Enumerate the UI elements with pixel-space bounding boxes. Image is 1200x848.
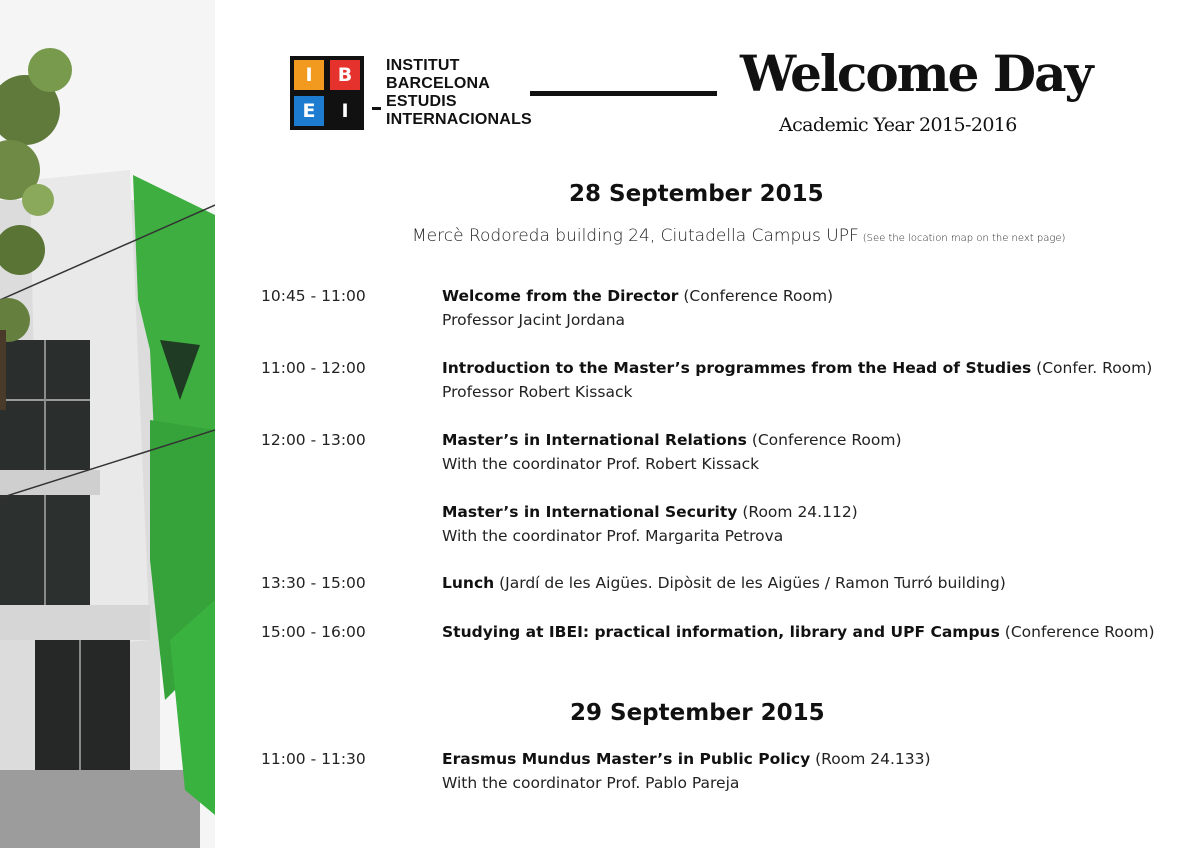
session-time: 11:00 - 12:00 — [261, 359, 366, 377]
logo-wordmark — [386, 57, 532, 129]
session-desc — [442, 747, 931, 795]
session-detail: With the coordinator Prof. Pablo Pareja — [442, 774, 740, 792]
day1-location — [412, 226, 1065, 246]
session-time: 13:30 - 15:00 — [261, 574, 366, 592]
logo-line-2: BARCELONA — [386, 75, 491, 92]
session-time: 15:00 - 16:00 — [261, 623, 366, 641]
logo-line-3: ESTUDIS — [386, 93, 457, 110]
session-room: (Jardí de les Aigües. Dipòsit de les Aigües / Ramon Turró building) — [499, 574, 1006, 592]
session-room: (Room 24.133) — [815, 750, 931, 768]
session-time: 12:00 - 13:00 — [261, 431, 366, 449]
session-title: Introduction to the Master’s programmes from the Head of Studies — [442, 359, 1032, 377]
session-detail: Professor Jacint Jordana — [442, 311, 626, 329]
logo-dash — [372, 107, 381, 110]
session-title: Erasmus Mundus Master’s in Public Policy — [442, 750, 811, 768]
session-detail: Professor Robert Kissack — [442, 383, 633, 401]
ibei-logo — [290, 56, 532, 130]
logo-line-4: INTERNACIONALS — [386, 111, 532, 128]
day2-date: 29 September 2015 — [570, 700, 825, 726]
session-room: (Room 24.112) — [742, 503, 858, 521]
session-title: Studying at IBEI: practical information, library and UPF Campus — [442, 623, 1000, 641]
day1-location-note: (See the location map on the next page) — [862, 233, 1066, 244]
day1-location-text: Mercè Rodoreda building 24, Ciutadella Campus UPF — [412, 226, 859, 246]
session-time: 10:45 - 11:00 — [261, 287, 366, 305]
session-desc — [442, 284, 833, 332]
header-divider — [530, 91, 717, 96]
session-time: 11:00 - 11:30 — [261, 750, 366, 768]
session-detail: With the coordinator Prof. Margarita Petrova — [442, 527, 784, 545]
session-room: (Confer. Room) — [1036, 359, 1153, 377]
session-desc — [442, 571, 1006, 595]
logo-letter-i: I — [294, 60, 324, 90]
session-detail: With the coordinator Prof. Robert Kissack — [442, 455, 760, 473]
page-subtitle: Academic Year 2015-2016 — [779, 114, 1017, 136]
session-room: (Conference Room) — [1004, 623, 1155, 641]
session-room: (Conference Room) — [751, 431, 902, 449]
day1-date: 28 September 2015 — [569, 181, 824, 207]
logo-letter-e: E — [294, 96, 324, 126]
page-title: Welcome Day — [740, 44, 1092, 103]
logo-letter-b: B — [330, 60, 360, 90]
session-desc — [442, 500, 858, 548]
session-room: (Conference Room) — [683, 287, 834, 305]
session-title: Master’s in International Security — [442, 503, 738, 521]
logo-line-1: INSTITUT — [386, 57, 460, 74]
session-desc — [442, 356, 1152, 404]
logo-letter-i2: I — [330, 96, 360, 126]
session-title: Lunch — [442, 574, 495, 592]
session-title: Welcome from the Director — [442, 287, 679, 305]
logo-mark — [290, 56, 364, 130]
session-desc — [442, 620, 1155, 644]
session-title: Master’s in International Relations — [442, 431, 747, 449]
building-photo — [0, 0, 215, 848]
session-desc — [442, 428, 902, 476]
